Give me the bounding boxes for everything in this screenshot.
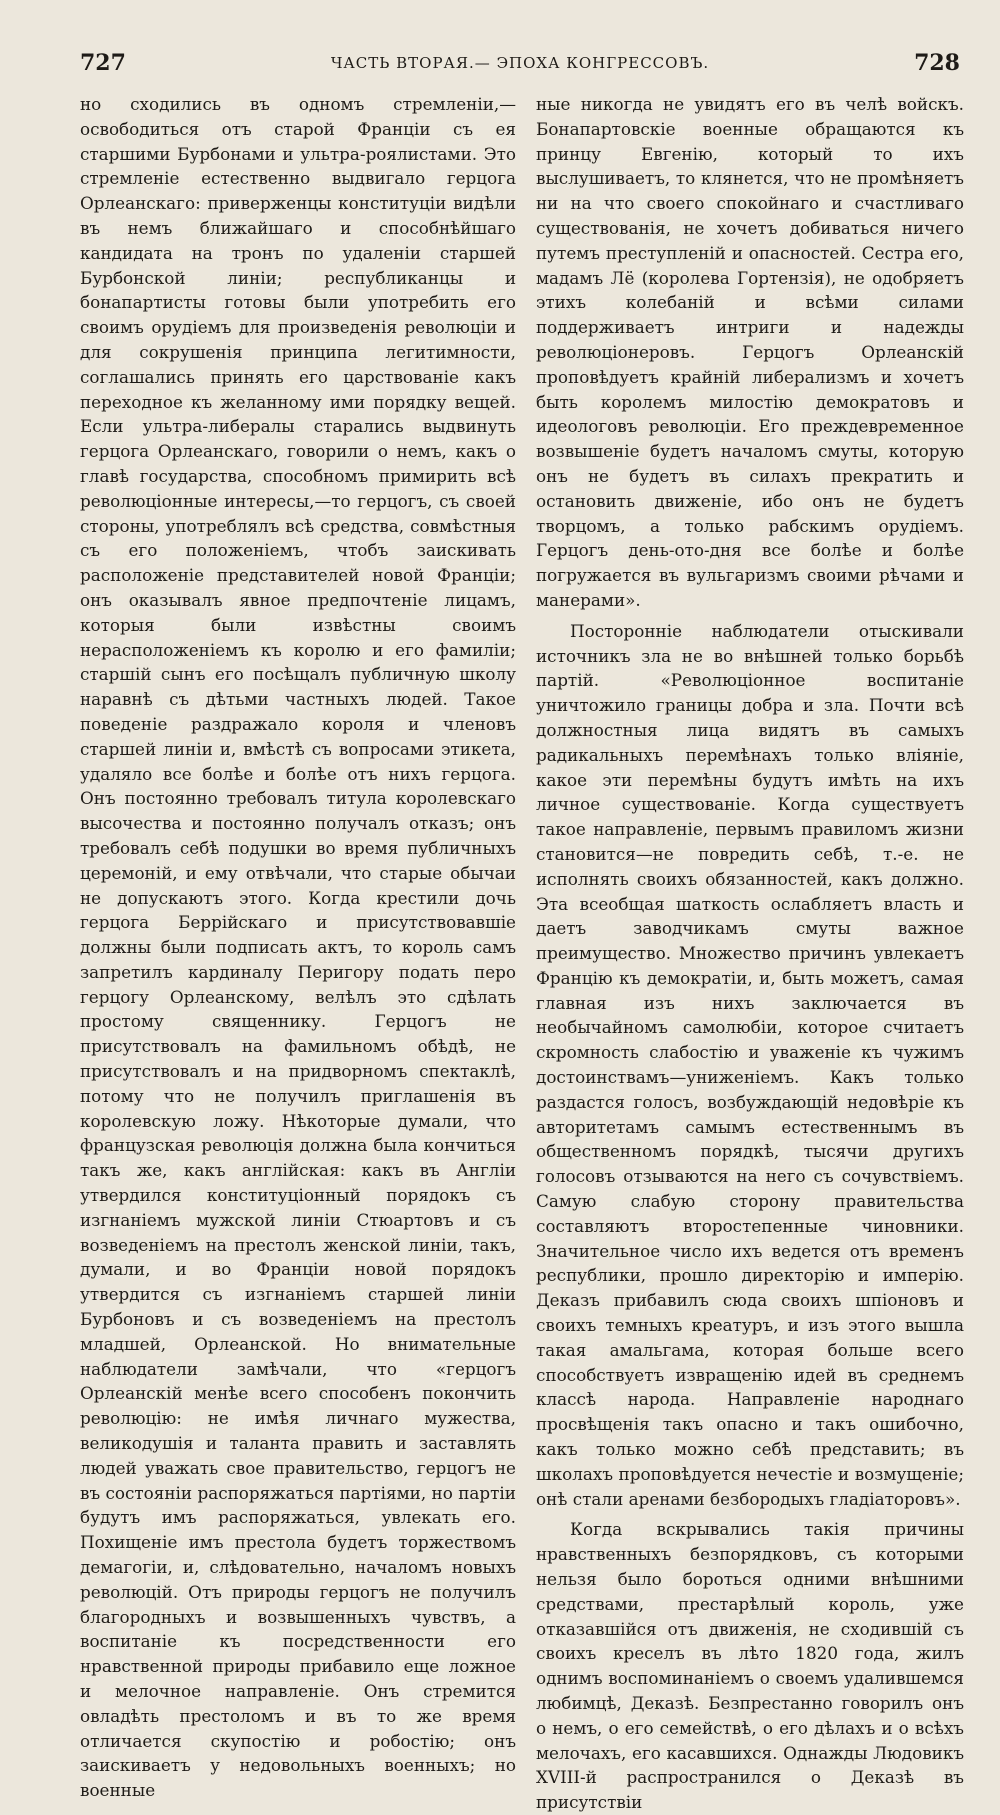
left-paragraph-1: но сходились въ одномъ стремленіи,—освободиться отъ старой Франціи съ ея старшими Бурбонами и ультра-роялистами. Это стремленіе естественно выдвигало герцога Орлеанскаго: приверженцы конституціи видѣли въ немъ ближайшаго и способнѣйшаго кандидата на тронъ по удаленіи старшей Бурбонской линіи; республиканцы и бонапартисты готовы были употребить его своимъ орудіемъ для произведенія революціи и для сокрушенія принципа легитимности, соглашались принять его царствованіе какъ переходное къ желанному ими порядку вещей. Если ультра-либералы старались выдвинуть герцога Орлеанскаго, говорили о немъ, какъ о главѣ государства, способномъ примирить всѣ революціонные интересы,—то герцогъ, съ своей стороны, употреблялъ всѣ средства, совмѣстныя съ его положеніемъ, чтобъ заискивать расположеніе представителей новой Франціи; онъ оказывалъ явное предпочтеніе лицамъ, которыя были извѣстны своимъ нерасположеніемъ къ королю и его фамиліи; старшій сынъ его посѣщалъ публичную школу наравнѣ съ дѣтьми частныхъ людей. Такое поведеніе раздражало короля и членовъ старшей линіи и, вмѣстѣ съ вопросами этикета, удаляло все болѣе и болѣе отъ нихъ герцога. Онъ постоянно требовалъ титула королевскаго высочества и постоянно получалъ отказъ; онъ требовалъ себѣ подушки во время публичныхъ церемоній, и ему отвѣчали, что старые обычаи не допускаютъ этого. Когда крестили дочь герцога Беррійскаго и присутствовавшіе должны были подписать актъ, то король самъ запретилъ кардиналу Перигору подать перо герцогу Орлеанскому, велѣлъ это сдѣлать простому священнику. Герцогъ не присутствовалъ на фамильномъ обѣдѣ, не присутствовалъ и на придворномъ спектаклѣ, потому что не получилъ приглашенія въ королевскую ложу. Нѣкоторые думали, что французская революція должна была кончиться такъ же, какъ англійская: какъ въ Англіи утвердился конституціонный порядокъ съ изгнаніемъ мужской линіи Стюартовъ и съ возведеніемъ на престолъ женской линіи, такъ, думали, и во Франціи новой порядокъ утвердится съ изгнаніемъ старшей линіи Бурбоновъ и съ возведеніемъ на престолъ младшей, Орлеанской. Но внимательные наблюдатели замѣчали, что «герцогъ Орлеанскій менѣе всего способенъ покончить революцію: не имѣя личнаго мужества, великодушія и таланта править и заставлять людей уважать свое правительство, герцогъ не въ состояніи распоряжаться партіями, но партіи будутъ имъ распоряжаться, увлекать его. Похищеніе имъ престола будетъ торжествомъ демагогіи, и, слѣдовательно, началомъ новыхъ революцій. Отъ природы герцогъ не получилъ благородныхъ и возвышенныхъ чувствъ, а воспитаніе къ посредственности его нравственной природы прибавило еще ложное и мелочное направленіе. Онъ стремится овладѣть престоломъ и въ то же время отличается скупостію и робостію; онъ заискиваетъ у недовольныхъ военныхъ; но военные [80, 94, 516, 1801]
right-paragraph-2: Посторонніе наблюдатели отыскивали источникъ зла не во внѣшней только борьбѣ партій. «Революціонное воспитаніе уничтожило границы добра и зла. Почти всѣ должностныя лица видятъ въ самыхъ радикальныхъ перемѣнахъ только вліяніе, какое эти перемѣны будутъ имѣть на ихъ личное существованіе. Когда существуетъ такое направленіе, первымъ правиломъ жизни становится—не повредить себѣ, т.-е. не исполнять своихъ обязанностей, какъ должно. Эта всеобщая шаткость ослабляетъ власть и даетъ заводчикамъ смуты важное преимущество. Множество причинъ увлекаетъ Францію къ демократіи, и, быть можетъ, самая главная изъ нихъ заключается въ необычайномъ самолюбіи, которое считаетъ скромность слабостію и уваженіе къ чужимъ достоинствамъ—униженіемъ. Какъ только раздастся голосъ, возбуждающій недовѣріе къ авторитетамъ самымъ естественнымъ въ общественномъ порядкѣ, тысячи другихъ голосовъ отзываются на него съ сочувствіемъ. Самую слабую сторону правительства составляютъ второстепенные чиновники. Значительное число ихъ ведется отъ временъ республики, прошло директорію и имперію. Деказъ прибавилъ сюда своихъ шпіоновъ и своихъ темныхъ креатуръ, и изъ этого вышла такая амальгама, которая больше всего способствуетъ извращенію идей въ среднемъ классѣ народа. Направленіе народнаго просвѣщенія такъ опасно и такъ ошибочно, какъ только можно себѣ представить; въ школахъ проповѣдуется нечестіе и возмущеніе; онѣ стали аренами безбородыхъ гладіаторовъ». [536, 620, 964, 1509]
right-paragraph-1: ные никогда не увидятъ его въ челѣ войскъ. Бонапартовскіе военные обращаются къ принцу Евгенію, который то ихъ выслушиваетъ, то клянется, что не промѣняетъ ни на что своего спокойнаго и счастливаго существованія, не хочетъ добиваться ничего путемъ преступленій и опасностей. Сестра его, мадамъ Лё (королева Гортензія), не одобряетъ этихъ колебаній и всѣми силами поддерживаетъ интриги и надежды революціонеровъ. Герцогъ Орлеанскій проповѣдуетъ крайній либерализмъ и хочетъ быть королемъ милостію демократовъ и идеологовъ революціи. Его преждевременное возвышеніе будетъ началомъ смуты, которую онъ не будетъ въ силахъ прекратить и остановить движеніе, ибо онъ не будетъ творцомъ, а только рабскимъ орудіемъ. Герцогъ день-ото-дня все болѣе и болѣе погружается въ вульгаризмъ своими рѣчами и манерами». [536, 94, 964, 610]
right-page-number: 728 [914, 50, 960, 76]
left-column [80, 92, 516, 1803]
running-title: ЧАСТЬ ВТОРАЯ.— ЭПОХА КОНГРЕССОВЪ. [330, 54, 710, 72]
left-page-number: 727 [80, 50, 126, 76]
right-column [536, 92, 964, 1815]
right-paragraph-3: Когда вскрывались такія причины нравственныхъ безпорядковъ, съ которыми нельзя было бороться одними внѣшними средствами, престарѣлый король, уже отказавшійся отъ движенія, не сходившій съ своихъ креселъ въ лѣто 1820 года, жилъ однимъ воспоминаніемъ о своемъ удалившемся любимцѣ, Деказѣ. Безпрестанно говорилъ онъ о немъ, о его семействѣ, о его дѣлахъ и о всѣхъ мелочахъ, его касавшихся. Однажды Людовикъ XVIII-й распространился о Деказѣ въ присутствіи [536, 1519, 964, 1813]
page-header [80, 50, 960, 80]
